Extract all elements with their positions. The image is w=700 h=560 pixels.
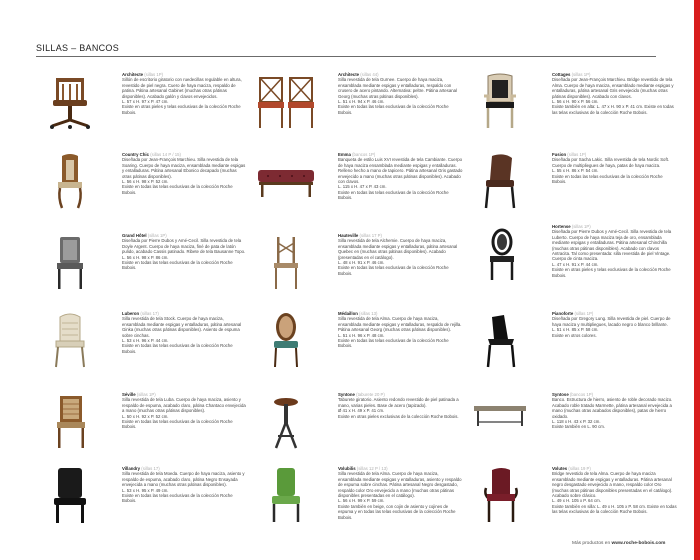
medallion-chair-icon (256, 311, 316, 371)
product-fusion[interactable] (470, 152, 680, 212)
product-syntose-bench[interactable] (470, 392, 680, 452)
product-name: Emma (338, 152, 351, 157)
product-dims: L. 48 x H. 91 x P. 46 cm. (338, 260, 385, 266)
product-extra: Existe también en silla: L. 49 x H. 105 x P. 58 cm. Existe en todas las telas exclusivas de la colección Roche Bobois. (552, 503, 677, 515)
product-extra: Existe en todas las telas exclusivas de la colección Roche Bobois. (122, 260, 233, 271)
product-extra: Existe en todas las telas exclusivas de la colección Roche Bobois. (122, 343, 233, 354)
product-extra: Existe también en beige, con cojin de asiento y cojines de espuma y en todas las telas exclusivas de la colección Roche Bobois. (338, 503, 456, 520)
product-ref: (sillas 12 P / 13) (356, 466, 388, 471)
product-extra: Existe en todas las telas exclusivas de la colección Roche Bobois. (122, 184, 233, 195)
product-volubilis[interactable] (256, 466, 466, 526)
product-ref: (sillas 1P) (147, 233, 167, 238)
product-body: Banco. Estructura de hierro, asiento de roble decorado macizo. Acabado roble tratado Marmette, pátina artesanal envejecida a mano (muchas otras acabados disponibles), patas de hierro oxidado. (552, 397, 673, 419)
product-extra: Existe en todas las telas exclusivas de la colección Roche Bobois. (122, 493, 233, 504)
product-name: Architecte (122, 72, 144, 77)
product-name: Luberon (122, 311, 140, 316)
product-name: Médaillon (338, 311, 358, 316)
product-dims: L. 53 x H. 95 x P. 49 cm. (122, 487, 169, 493)
product-dims: L. 51 x H. 94 x P. 46 cm. (338, 99, 385, 105)
product-extra: Existe también en L. 90 cm. (552, 424, 606, 430)
title-rule (36, 56, 656, 57)
product-ref: (sillas 1P) (144, 72, 164, 77)
product-body: Silla revestida de tela Moeda. Cuerpo de haya maciza, asiento y respaldo de espuma, acabado claro, pátina Negro Ensayada envejecida a mano (muchas otras pátinas disponibles). (122, 471, 245, 488)
x-back-chairs-icon (256, 72, 316, 132)
product-extra: Existe en otros colores. (552, 332, 597, 338)
black-upholstered-chair-icon (40, 466, 100, 526)
product-name: Grand Hôtel (122, 233, 147, 238)
product-body: Bridge revestido de tela Alma. Cuerpo de haya maciza ensamblado mediante espigas y entalladuras. Pátina artesanal negro desgastado envejecido a mano, respaldo color Oro (muchas otras pátinas disponibles presentadas en el catálogo). Acabado sobre clásico. (552, 471, 673, 499)
product-body: Diseñada por Jean-François Marchieu. Silla revestida de tela Soaring. Cuerpo de haya maciza, ensamblada mediante espigas y entalladuras. Pátina artesanal Ebonico decapado (muchas otras pátinas disponibles). (122, 157, 246, 179)
product-extra: Existe en todas las telas exclusivas de la colección Roche Bobois. (338, 189, 449, 201)
footer-text: Más productos en (572, 541, 611, 546)
product-ref: (sillas 1P) (571, 72, 591, 77)
product-ref: (sillas 19 P) (568, 466, 591, 471)
product-extra: Existe en otras pieles exclusivas de la colección Roche Bobois. (338, 413, 459, 419)
product-name: Volutes (552, 466, 568, 471)
tufted-bench-icon (256, 152, 316, 212)
product-body: Silla revestida de tela Luba. Cuerpo de haya maciza, asiento y respaldo de espuma, acabado claro, pátina Chantaco envejecida a mano (muchas otras pátinas disponibles). (122, 397, 246, 414)
industrial-bench-icon (470, 392, 530, 452)
product-ref: (taburete 20 P) (356, 392, 385, 397)
product-dims: L. 57 x H. 97 x P. 47 cm. (122, 99, 169, 105)
footer-link[interactable]: www.roche-bobois.com (611, 541, 666, 546)
product-name: Architecte (338, 72, 360, 77)
product-luberon[interactable] (40, 311, 250, 371)
product-dims: L. 56 x H. 98 x P. 86 cm. (122, 254, 169, 260)
product-dims: L. 115 x H. 47 x P. 43 cm. (338, 184, 387, 190)
wooden-office-chair-icon (40, 72, 100, 132)
product-body: Banqueta de estilo Luis XVI revestida de tela Cambiante. Cuerpo de haya maciza ensamblada mediante espigas y entalladuras. Relleno hecho a mano de tapicero. Pátina artesanal Gris gastado envejecido a mano (muchas otras pátinas disponibles). Acabado con clavos. (338, 157, 463, 185)
red-edge-bar (694, 0, 700, 560)
product-dims: L. 51 x H. 96 x P. 48 cm. (338, 332, 385, 338)
product-villandry[interactable] (40, 466, 250, 526)
product-body: Silla revestida de tela Alma. Cuerpo de haya maciza, ensamblada mediante espigas y entalladuras, asiento y respaldo de espuma sobre cinchas. Pátina artesanal Negro desgastado, respaldo color Oro envejecido a mano (muchas otras pátinas disponibles presentadas en el catálogo). (338, 471, 462, 499)
bergere-chair-icon (470, 72, 530, 132)
product-architecte-chairs[interactable] (256, 72, 466, 132)
product-name: Villandry (122, 466, 141, 471)
product-name: Syntose (552, 392, 569, 397)
product-ref: (sillas 1P) (567, 152, 587, 157)
product-ref: (sillas 17) (140, 311, 159, 316)
product-name: Fusion (552, 152, 567, 157)
green-chair-icon (256, 466, 316, 526)
product-body: Silla revestida de tela Gurnee. Cuerpo de haya maciza, ensamblada mediante espigas y entalladuras, respaldo con crusero de acero pintando. Alternativa: peltre. Pátina artesanal Georg (muchas otras pátinas disponibles). (338, 77, 457, 99)
product-body: Silla revestida de tela Stock. Cuerpo de haya maciza, ensamblada mediante espigas y entalladuras, pátina artesanal Ginka (muchas otras pátinas disponibles). Asiento de espuma sobre cinchas. (122, 316, 242, 338)
product-ref: (sillas 1P) (571, 224, 591, 229)
round-back-chair-icon (470, 224, 530, 284)
product-extra: Existe también en alta: L. 47 x H. 90 x P. 41 cm. Existe en todas las telas exclusivas de la colección Roche Bobois. (552, 104, 674, 115)
product-body: Silla revestida de tela Alchemie. Cuerpo de haya maciza, ensamblada mediante espigas y entalladuras, pátina artesanal Quebec en (muchas otras pátinas disponibles). Acabado (presentadas en el catálogo). (338, 238, 458, 260)
product-extra: Existe en otras pieles y telas exclusivas de la colección Roche Bobois. (552, 267, 671, 278)
product-hortense[interactable] (470, 224, 680, 284)
carved-wood-chair-icon (40, 152, 100, 212)
product-name: Séville (122, 392, 136, 397)
upholstered-chair-icon (40, 233, 100, 293)
red-bridge-chair-icon (470, 466, 530, 526)
black-modern-chair-icon (470, 311, 530, 371)
product-ref: (bancos 1P) (569, 392, 594, 397)
product-ref: (sillas 1P) (574, 311, 594, 316)
product-hauteville[interactable] (256, 233, 466, 293)
product-extra: Existe en todas las telas exclusivas de la colección Roche Bobois. (338, 265, 449, 276)
product-ref: (sillas 14 P / 15) (150, 152, 181, 157)
product-ref: (sillas 17 P) (359, 233, 382, 238)
product-syntone[interactable] (256, 392, 466, 452)
product-body: Diseñada por Jean-François Marchieu. Bridge revestido de tela Alma. Cuerpo de haya maciza, ensamblado mediante espigas y entalladuras, pátina artesanal Gris envejecido (muchas otras pátinas disponibles). Acabado con clavos. (552, 77, 674, 99)
product-pianoforte[interactable] (470, 311, 680, 371)
product-cottages[interactable] (470, 72, 680, 132)
product-dims: L. 50 x H. 92 x P. 52 cm. (122, 413, 169, 419)
product-ref: (sillas 13) (359, 311, 378, 316)
product-seville[interactable] (40, 392, 250, 452)
product-body: Diseñada por Pierre Dubos y Amé-Cecil. Silla revestida de tela Luberto. Cuerpo de haya maciza teja de oro, ensamblada mediante espigas y entalladuras. Pátina artesanal Chinchilla (muchas otras pátinas disponibles). Acabado con clavos Antracita. Tal como presentada: silla revestida de piel Vintage. Cuerpo de cinta maciza. (552, 229, 672, 262)
product-name: Country Chic (122, 152, 149, 157)
product-dims: L. 53 x H. 96 x P. 44 cm. (122, 338, 169, 344)
product-medaillon[interactable] (256, 311, 466, 371)
product-body: Taburete giratorio. Asiento redondo revestido de piel patinada a mano, varias pieles. Base de acero (tapizado). (338, 397, 459, 408)
product-name: Volubilis (338, 466, 356, 471)
rattan-chair-icon (40, 311, 100, 371)
product-dims: L. 51 x H. 85 x P. 58 cm. (552, 327, 599, 333)
product-extra: Existe en todas las telas exclusivas de la colección Roche Bobois. (338, 104, 449, 115)
product-grand-hotel[interactable] (40, 233, 250, 293)
cane-back-chair-icon (40, 392, 100, 452)
bar-stool-icon (256, 392, 316, 452)
product-ref: (sillas 44) (360, 72, 379, 77)
product-name: Hauteville (338, 233, 359, 238)
product-dims: L. 118 x H. 43 x P. 32 cm. (552, 419, 601, 425)
product-body: Diseñada por Gregory Lung. Silla revestida de piel. Cuerpo de haya maciza y multipliegues, lacado negro o blanco brillante. (552, 316, 671, 327)
product-dims: L. 56 x H. 90 x P. 56 cm. (552, 99, 599, 105)
product-dims: L. 55 x H. 86 x P. 54 cm. (552, 168, 599, 174)
product-ref: (sillas 17) (141, 466, 160, 471)
product-architecte-armchair[interactable] (40, 72, 250, 132)
product-name: Syntone (338, 392, 355, 397)
product-body: Diseñada por Pierre Dubos y Amé-Cecil. Silla revestida de tela Doyle Argent. Cuerpo de haya maciza, finé de pata de latón pulido, acabado Cassis patinado. Ribete de tela Bausanne Topo. (122, 238, 246, 255)
product-emma[interactable] (256, 152, 466, 212)
product-name: Cottages (552, 72, 571, 77)
ladder-back-chair-icon (256, 233, 316, 293)
product-volutes[interactable] (470, 466, 680, 526)
product-country-chic[interactable] (40, 152, 250, 212)
product-dims: L. 47 x H. 91 x P. 44 cm. (552, 261, 599, 267)
product-ref: (sillas 1P) (136, 392, 156, 397)
modern-brown-chair-icon (470, 152, 530, 212)
footer (572, 541, 665, 546)
product-dims: Ø 41 x H. 49 x P. 41 cm. (338, 408, 385, 414)
product-extra: Existe en todas las telas exclusivas de la colección Roche Bobois. (552, 173, 663, 185)
product-extra: Existe en otras pieles y telas exclusivas de la colección Roche Bobois. (122, 104, 241, 115)
product-body: Sillón de escritorio giratorio con ruedecillas regulable en altura, revestido de piel negra. Cuero de haya maciza, respaldo de patina. Pátina artesanal Gabinet (muchas otras pátinas disponibles). Acabado galón y clavos envejecidos. (122, 77, 242, 99)
product-dims: L. 56 x H. 98 x P. 52 cm. (122, 179, 169, 185)
page-title: SILLAS – BANCOS (36, 43, 120, 53)
product-body: Diseñada por Sacha Lakic. Silla revestida de tela Nordic Soft. Cuerpo de multipliegues de haya, patas de haya maciza. (552, 157, 670, 168)
product-name: Pianoforte (552, 311, 574, 316)
product-dims: L. 56 x H. 99 x P. 59 cm. (338, 498, 385, 504)
product-extra: Existe en todas las telas exclusivas de la colección Roche Bobois. (338, 338, 449, 349)
product-dims: L. 49 x H. 105 x P. 64 cm. (552, 498, 601, 504)
product-ref: (bancos 1P) (352, 152, 376, 157)
product-extra: Existe en todas las telas exclusivas de la colección Roche Bobois. (122, 419, 233, 430)
product-body: Silla revestida de tela Alma. Cuerpo de haya maciza, ensamblada mediante espigas y entalladuras, respaldo de rejilla. Pátina artesanal Georg (muchas otras pátinas disponibles). (338, 316, 462, 333)
product-name: Hortense (552, 224, 571, 229)
